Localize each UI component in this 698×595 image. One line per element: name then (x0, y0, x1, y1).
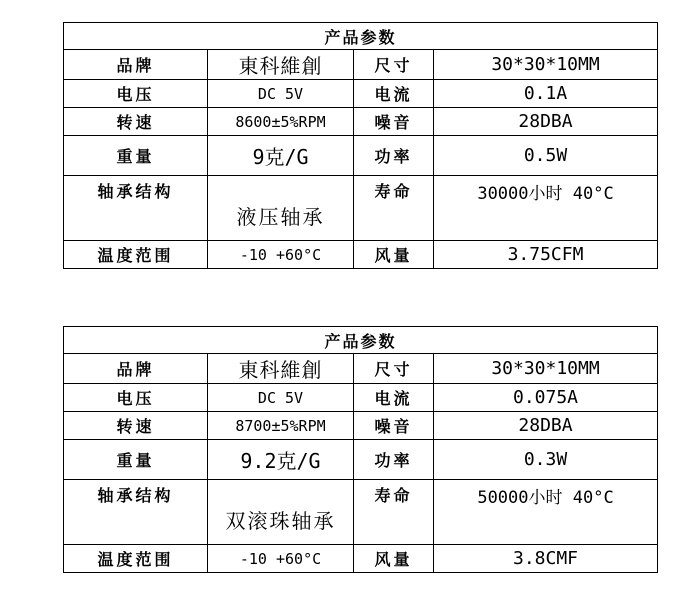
value-bearing: 双滚珠轴承 (208, 480, 354, 545)
table-row (64, 354, 658, 384)
label-temp-range: 温度范围 (64, 241, 208, 269)
label-airflow: 风量 (354, 241, 434, 269)
label-brand: 品牌 (64, 50, 208, 80)
table-row (64, 545, 658, 573)
value-noise: 28DBA (434, 412, 658, 440)
value-voltage: DC 5V (208, 384, 354, 412)
value-airflow: 3.8CMF (434, 545, 658, 573)
table-row (64, 50, 658, 80)
value-size: 30*30*10MM (434, 354, 658, 384)
label-noise: 噪音 (354, 412, 434, 440)
label-weight: 重量 (64, 136, 208, 176)
label-temp-range: 温度范围 (64, 545, 208, 573)
table-row (64, 80, 658, 108)
label-power: 功率 (354, 440, 434, 480)
label-current: 电流 (354, 80, 434, 108)
label-bearing: 轴承结构 (64, 176, 208, 241)
label-current: 电流 (354, 384, 434, 412)
label-voltage: 电压 (64, 80, 208, 108)
table-row (64, 440, 658, 480)
value-weight: 9.2克/G (208, 440, 354, 480)
value-temp-range: -10 +60°C (208, 545, 354, 573)
value-lifespan: 50000小时 40°C (434, 480, 658, 545)
label-weight: 重量 (64, 440, 208, 480)
value-power: 0.3W (434, 440, 658, 480)
value-size: 30*30*10MM (434, 50, 658, 80)
label-bearing: 轴承结构 (64, 480, 208, 545)
label-brand: 品牌 (64, 354, 208, 384)
spec-table-2 (63, 326, 658, 573)
value-lifespan: 30000小时 40°C (434, 176, 658, 241)
value-noise: 28DBA (434, 108, 658, 136)
value-temp-range: -10 +60°C (208, 241, 354, 269)
label-speed: 转速 (64, 108, 208, 136)
value-bearing: 液压轴承 (208, 176, 354, 241)
label-size: 尺寸 (354, 50, 434, 80)
table-title: 产品参数 (64, 23, 658, 50)
label-noise: 噪音 (354, 108, 434, 136)
label-size: 尺寸 (354, 354, 434, 384)
spec-table-1 (63, 22, 658, 269)
table-row (64, 480, 658, 545)
table-row (64, 176, 658, 241)
table-row (64, 108, 658, 136)
label-power: 功率 (354, 136, 434, 176)
value-brand: 東科維創 (208, 50, 354, 80)
value-power: 0.5W (434, 136, 658, 176)
table-row (64, 412, 658, 440)
value-brand: 東科維創 (208, 354, 354, 384)
table-title: 产品参数 (64, 327, 658, 354)
table-row (64, 136, 658, 176)
value-voltage: DC 5V (208, 80, 354, 108)
value-airflow: 3.75CFM (434, 241, 658, 269)
table-row (64, 384, 658, 412)
label-airflow: 风量 (354, 545, 434, 573)
value-speed: 8600±5%RPM (208, 108, 354, 136)
table-row (64, 241, 658, 269)
label-lifespan: 寿命 (354, 480, 434, 545)
label-speed: 转速 (64, 412, 208, 440)
label-lifespan: 寿命 (354, 176, 434, 241)
value-weight: 9克/G (208, 136, 354, 176)
value-speed: 8700±5%RPM (208, 412, 354, 440)
value-current: 0.075A (434, 384, 658, 412)
label-voltage: 电压 (64, 384, 208, 412)
value-current: 0.1A (434, 80, 658, 108)
